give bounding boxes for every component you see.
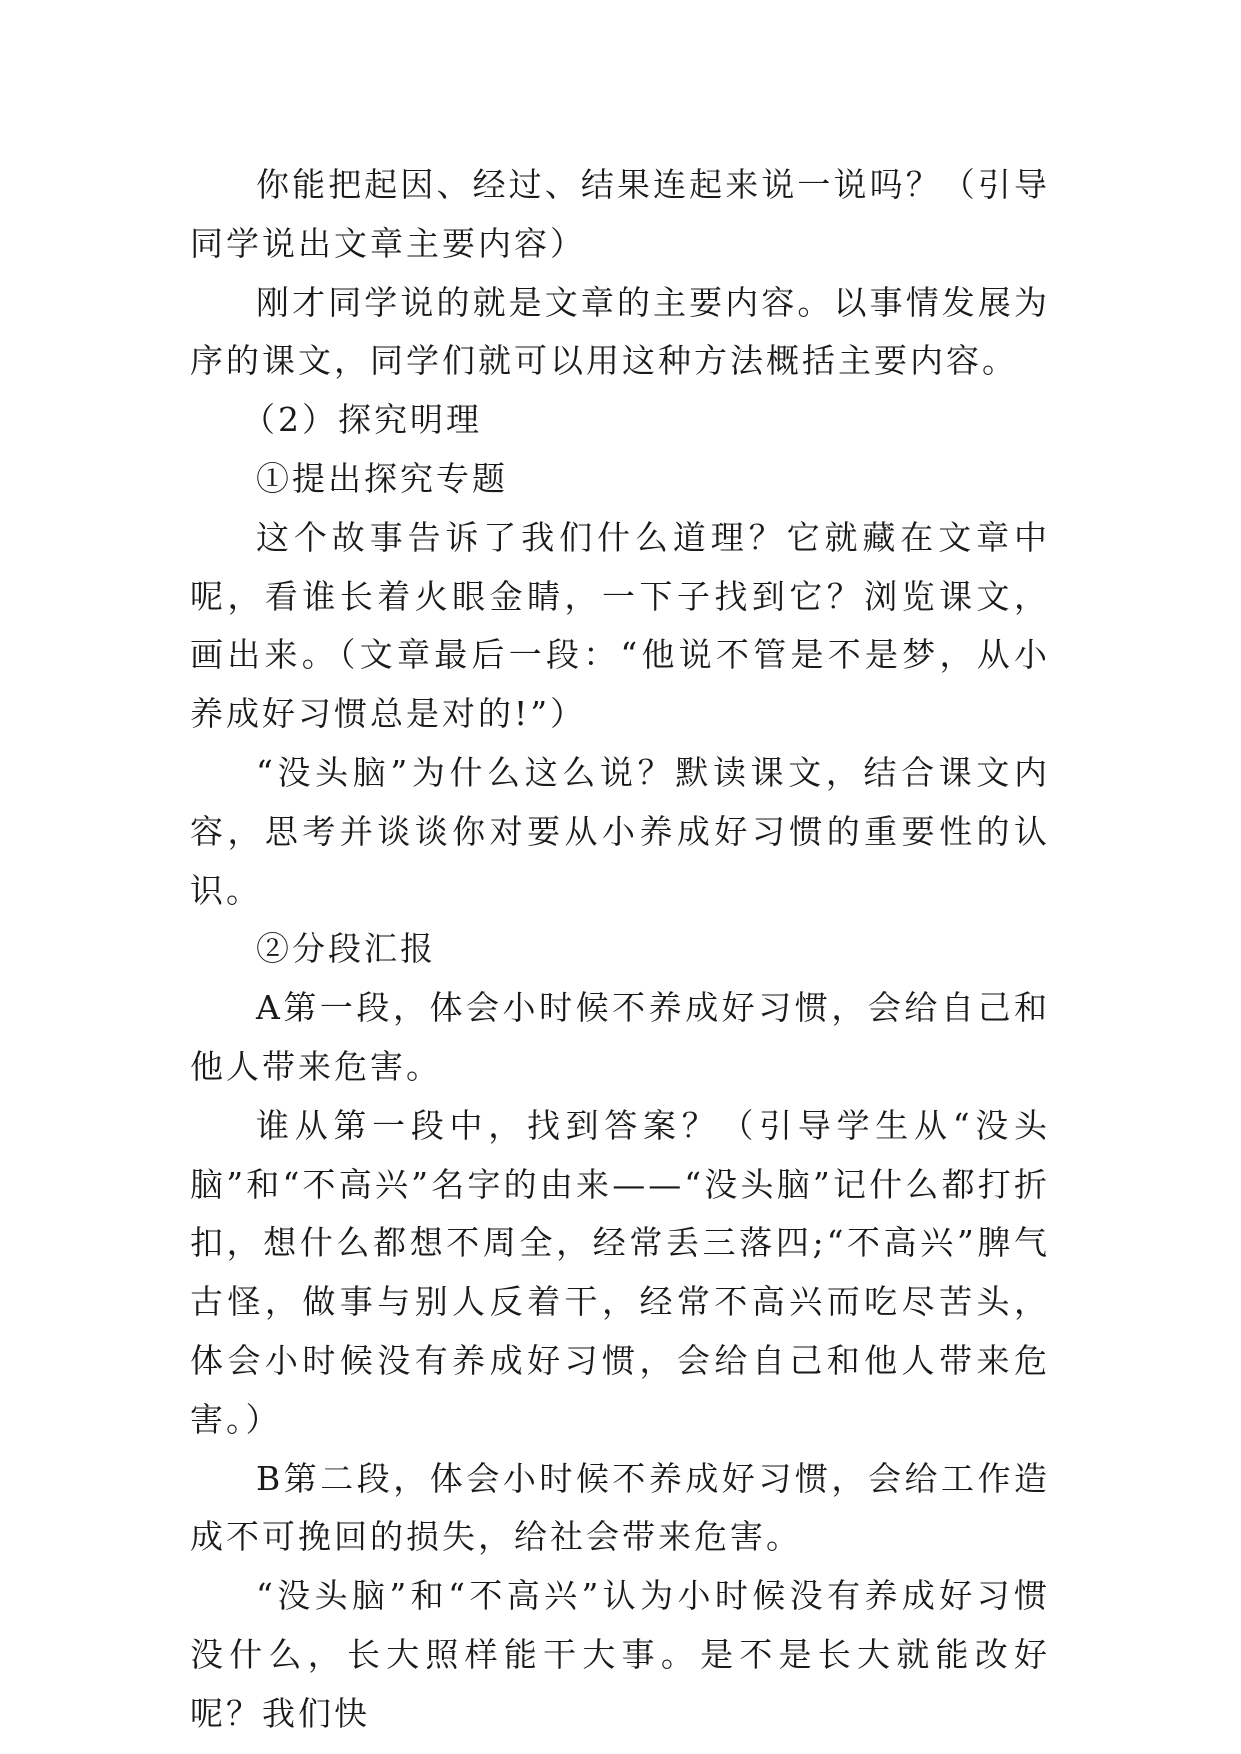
paragraph-section-a: A第一段，体会小时候不养成好习惯，会给自己和他人带来危害。 [190, 988, 1050, 1086]
paragraph-main-content-summary: 刚才同学说的就是文章的主要内容。以事情发展为序的课文，同学们就可以用这种方法概括主要内容。 [190, 282, 1050, 381]
subheading-topic: ①提出探究专题 [256, 458, 508, 498]
paragraph-retell-question: 你能把起因、经过、结果连起来说一说吗？（引导同学说出文章主要内容） [190, 165, 1050, 263]
paragraph-section-b: B第二段，体会小时候不养成好习惯，会给工作造成不可挽回的损失，给社会带来危害。 [190, 1458, 1050, 1557]
section-heading-explore: （2）探究明理 [242, 400, 482, 440]
paragraph-reflection-prompt: “没头脑”为什么这么说？默读课文，结合课文内容，思考并谈谈你对要从小养成好习惯的重要性的认识。 [190, 752, 1050, 910]
paragraph-section-a-answer: 谁从第一段中，找到答案？（引导学生从“没头脑”和“不高兴”名字的由来——“没头脑”记什么都打折扣，想什么都想不周全，经常丢三落四;“不高兴”脾气古怪，做事与别人反着干，经常不高兴而吃尽苦头，体会小时候没有养成好习惯，会给自己和他人带来危害。） [190, 1105, 1050, 1439]
subheading-section-report: ②分段汇报 [256, 929, 436, 969]
document-body [190, 156, 1050, 1744]
paragraph-section-b-discussion: “没头脑”和“不高兴”认为小时候没有养成好习惯没什么，长大照样能干大事。是不是长大就能改好呢？我们快 [190, 1576, 1050, 1733]
paragraph-story-lesson: 这个故事告诉了我们什么道理？它就藏在文章中呢，看谁长着火眼金睛，一下子找到它？浏览课文，画出来。（文章最后一段：“他说不管是不是梦，从小养成好习惯总是对的!”） [190, 517, 1050, 734]
